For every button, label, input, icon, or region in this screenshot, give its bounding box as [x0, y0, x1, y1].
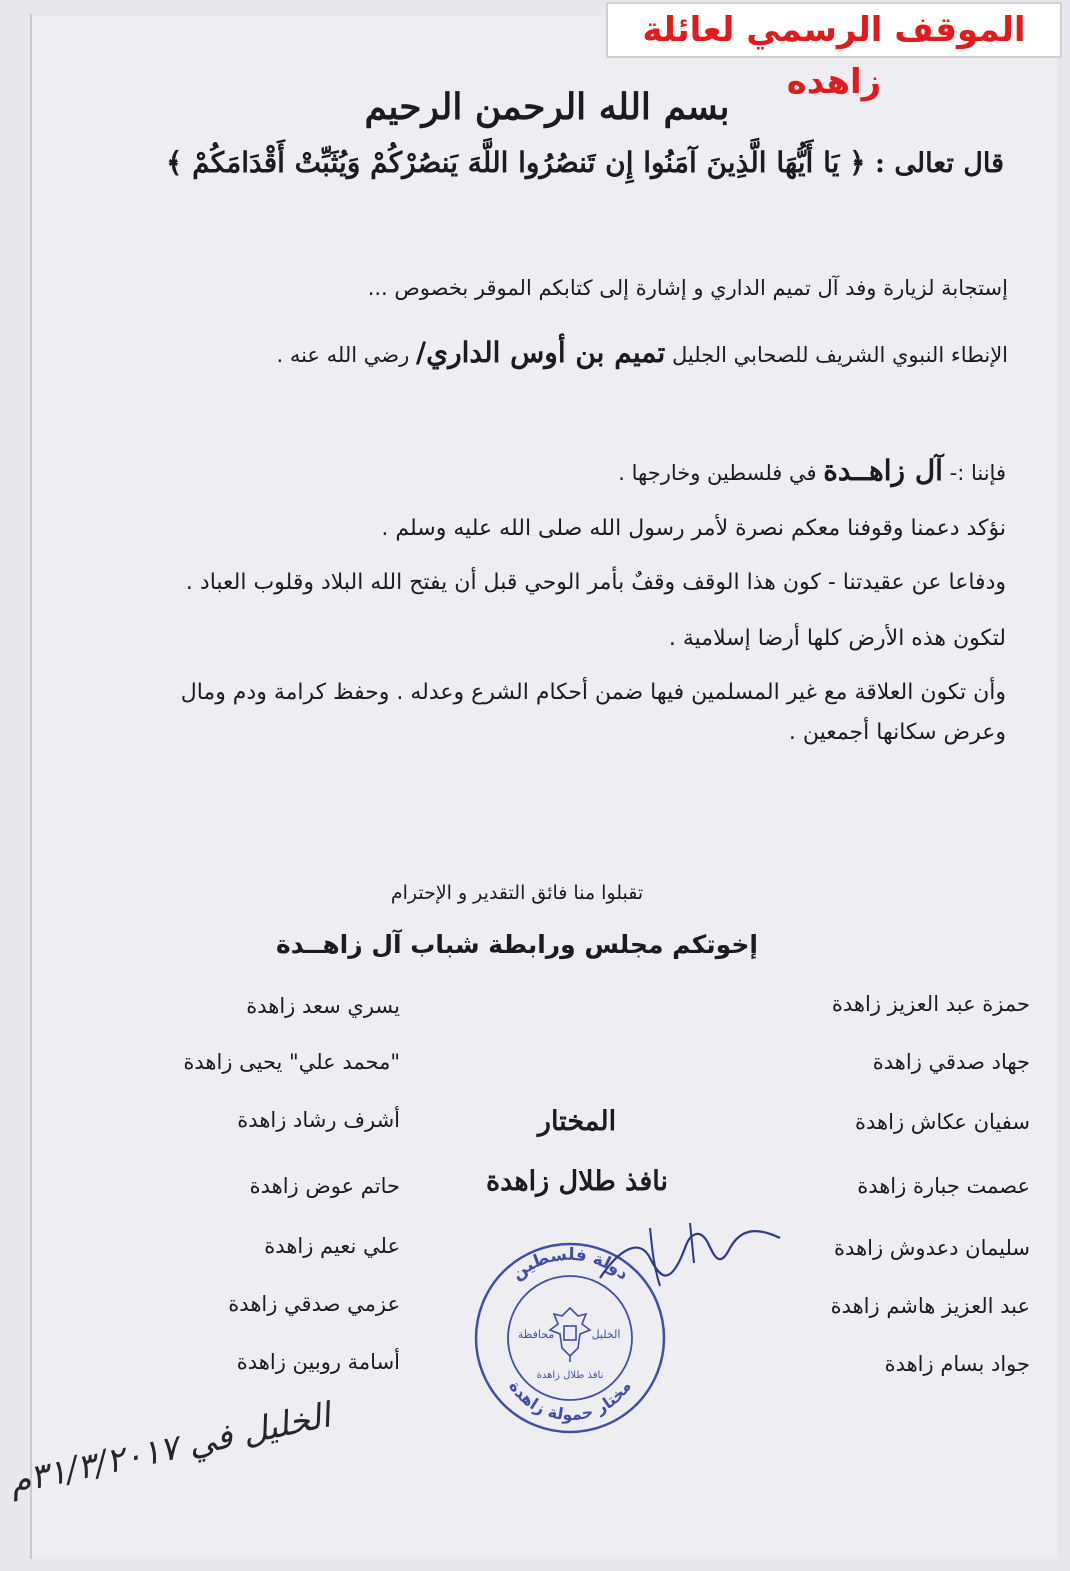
paragraph-defense: ودفاعا عن عقيدتنا - كون هذا الوقف وقفٌ بأمر الوحي قبل أن يفتح الله البلاد وقلوب العباد .	[185, 570, 1006, 595]
mukhtar-name: نافذ طلال زاهدة	[486, 1166, 668, 1197]
signatory-right-6: عبد العزيز هاشم زاهدة	[830, 1294, 1030, 1318]
handwritten-date	[5, 1380, 334, 1510]
title-banner: الموقف الرسمي لعائلة زاهده	[606, 2, 1062, 58]
signatory-right-2: جهاد صدقي زاهدة	[872, 1050, 1030, 1074]
mukhtar-title: المختار	[537, 1106, 617, 1137]
signatory-right-1: حمزة عبد العزيز زاهدة	[831, 992, 1030, 1016]
companion-name: تميم بن أوس الداري/	[415, 336, 666, 369]
paragraph-relations: وأن تكون العلاقة مع غير المسلمين فيها ضمن أحكام الشرع وعدله . وحفظ كرامة ودم ومال	[180, 680, 1006, 705]
signatory-left-4: حاتم عوض زاهدة	[249, 1174, 400, 1198]
stamp-inner-left: محافظة	[517, 1328, 555, 1341]
paragraph-islamic-land: لتكون هذه الأرض كلها أرضا إسلامية .	[668, 626, 1006, 651]
verse-intro: قال تعالى :	[874, 148, 1004, 179]
paragraph-endowment	[276, 336, 1008, 369]
quran-verse-line	[166, 146, 1004, 179]
basmala-heading: بسم الله الرحمن الرحيم	[364, 86, 730, 128]
signatory-left-5: علي نعيم زاهدة	[264, 1234, 400, 1258]
endowment-blessing: رضي الله عنه .	[276, 343, 410, 367]
signatory-right-5: سليمان دعدوش زاهدة	[834, 1236, 1030, 1260]
signatory-left-6: عزمي صدقي زاهدة	[228, 1292, 400, 1316]
regards-line: تقبلوا منا فائق التقدير و الإحترام	[390, 882, 644, 904]
family-location: في فلسطين وخارجها .	[618, 461, 817, 485]
family-intro: فإننا :-	[949, 461, 1006, 485]
paragraph-response: إستجابة لزيارة وفد آل تميم الداري و إشارة إلى كتابكم الموقر بخصوص ...	[367, 276, 1008, 300]
date-text: الخليل في ٣١/٣/٢٠١٧م	[5, 1395, 334, 1503]
paragraph-family	[618, 454, 1006, 487]
mukhtar-signature	[590, 1208, 790, 1298]
stamp-inner-right: الخليل	[591, 1328, 621, 1341]
stamp-top-text: دولة فلسطين	[507, 1244, 633, 1285]
signatory-left-3: أشرف رشاد زاهدة	[237, 1108, 400, 1132]
paragraph-relations-cont: وعرض سكانها أجمعين .	[788, 720, 1006, 745]
signatory-left-2: "محمد علي" يحيى زاهدة	[183, 1050, 400, 1074]
paragraph-support: نؤكد دعمنا وقوفنا معكم نصرة لأمر رسول الله صلى الله عليه وسلم .	[381, 516, 1006, 541]
signatory-right-3: سفيان عكاش زاهدة	[855, 1110, 1030, 1134]
family-name: آل زاهــدة	[823, 454, 943, 487]
stamp-bottom-text: مختار حمولة زاهدة	[505, 1376, 635, 1425]
stamp-inner-name: نافذ طلال زاهدة	[536, 1370, 604, 1381]
signatory-left-7: أسامة روبين زاهدة	[236, 1350, 400, 1374]
signatory-right-4: عصمت جبارة زاهدة	[857, 1174, 1030, 1198]
verse-text: ﴿ يَا أَيُّهَا الَّذِينَ آمَنُوا إِن تَنصُرُوا اللَّهَ يَنصُرْكُمْ وَيُثَبِّتْ أَقْدَامَكُمْ ﴾	[166, 146, 866, 179]
endowment-text: الإنطاء النبوي الشريف للصحابي الجليل	[671, 343, 1008, 367]
eagle-emblem-icon	[550, 1308, 590, 1362]
signatory-left-1: يسري سعد زاهدة	[246, 994, 400, 1018]
signoff-line: إخوتكم مجلس ورابطة شباب آل زاهــدة	[276, 930, 758, 959]
signatory-right-7: جواد بسام زاهدة	[884, 1352, 1030, 1376]
